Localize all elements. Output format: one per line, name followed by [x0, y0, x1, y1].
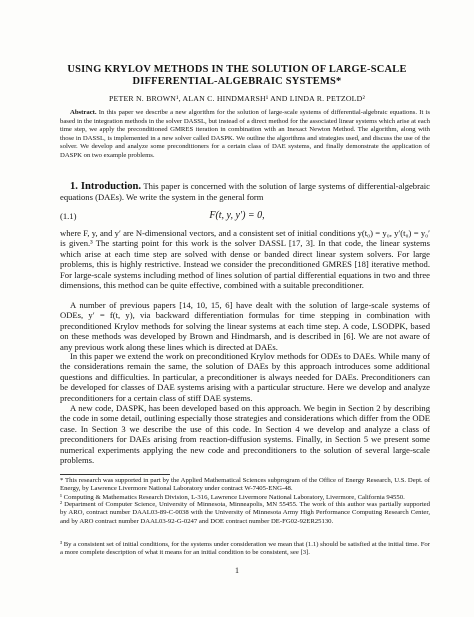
abstract-text: In this paper we describe a new algorithm for the solution of large-scale systems of differential-algebraic equations. It is based in the integration methods in the solver DASSL, but instead of a direct method for the associated linear systems which arise at each time step, we apply the preconditioned GMRES iteration in combination with an Inexact Newton Method. The algorithm, along with those in DASSL, is implemented in a new solver called DASPK. We outline the algorithms and strategies used, and discuss the use of the solver. We develop and analyze some preconditioners for a certain class of DAE systems, and finally demonstrate the application of DASPK on two example problems. [60, 109, 430, 159]
intro-paragraph-3 [60, 300, 430, 352]
paper-title-line-1: USING KRYLOV METHODS IN THE SOLUTION OF LARGE-SCALE [67, 64, 407, 75]
intro-text-4: In this paper we extend the work on preconditioned Krylov methods for ODEs to DAEs. While many of the considerations remain the same, the solution of DAEs by this approach introduces some additional questions and difficulties. In particular, a preconditioner is always needed for DAEs. Preconditioners can be developed for classes of DAE systems arising with a particular structure. Here we develop and analyze preconditioners for a certain class of stiff DAE systems. [60, 351, 430, 403]
intro-text-1: This paper is concerned with the solution of large systems of differential-algebraic equations (DAEs). We write the system in the general form [60, 181, 430, 203]
equation-label: (1.1) [60, 211, 77, 221]
footnote-1: ¹ Computing & Mathematics Research Division, L-316, Lawrence Livermore National Laboratory, Livermore, California 94550. [60, 493, 405, 501]
footnote-rule [60, 474, 170, 475]
footnote-3: ³ By a consistent set of initial conditions, for the systems under consideration we mean that (1.1) should be satisfied at the initial time. For a more complete description of what it means for an initial condition to be consistent, see [3]. [60, 541, 430, 557]
intro-paragraph-5 [60, 403, 430, 465]
abstract-lead: Abstract. [70, 109, 97, 116]
section-heading: 1. Introduction. [70, 181, 142, 192]
abstract [60, 109, 430, 161]
footnotes-funding [60, 477, 430, 502]
intro-paragraph-4 [60, 351, 430, 403]
intro-text-3: A number of previous papers [14, 10, 15, 6] have dealt with the solution of large-scale systems of ODEs, y′ = f(t, y), via backward differentiation formulas for time stepping in combination with preconditioned Krylov methods for solving the linear systems at each time step. A code, LSODPK, based on these methods was developed by Brown and Hindmarsh, and is described in [6]. We are not aware of any previous work along these lines which is directed at DAEs. [60, 300, 430, 352]
author-line: PETER N. BROWN¹, ALAN C. HINDMARSH¹ AND LINDA R. PETZOLD² [108, 94, 365, 103]
intro-paragraph-1 [60, 181, 430, 203]
footnote-star: * This research was supported in part by the Applied Mathematical Sciences subprogram of the Office of Energy Research, U.S. Dept. of Energy, by Lawrence Livermore National Laboratory under contract W-7405-ENG-48. [60, 477, 430, 493]
equation: F(t, y, y′) = 0, [209, 210, 265, 221]
footnote-2: ² Department of Computer Science, University of Minnesota, Minneapolis, MN 55455. The work of this author was partially supported by ARO, contract number DAAL03-89-C-0038 with the University of Minnesota Army High Performance Computing Research Center, and by ARO contract number DAAL03-92-G-0247 and DOE contract number DE-FG02-92ER25130. [60, 501, 430, 525]
intro-paragraph-2: where F, y, and y′ are N-dimensional vectors, and a consistent set of initial conditions y(t₀) = y₀, y′(t₀) = y₀′ is given.³ The starting point for this work is the solver DASSL [17, 3]. In that code, the linear systems which arise at each time step are solved with dense or banded direct linear system solvers. For large problems, this is highly restrictive. Instead we consider the preconditioned GMRES [18] iterative method. For large-scale systems including method of lines solution of partial differential equations in two and three dimensions, this method can be quite effective, combined with a suitable preconditioner. [60, 228, 430, 291]
page-number: 1 [235, 566, 239, 575]
intro-text-5: A new code, DASPK, has been developed based on this approach. We begin in Section 2 by describing the code in some detail, outlining especially those strategies and considerations which differ from the ODE case. In Section 3 we describe the use of this code. In Section 4 we develop and analyze a class of preconditioners for DAEs arising from reaction-diffusion systems. Finally, in Section 5 we present some numerical experiments applying the new code and preconditioners to the solution of several large-scale problems. [60, 403, 430, 466]
paper-title-line-2: DIFFERENTIAL-ALGEBRAIC SYSTEMS* [132, 76, 342, 87]
